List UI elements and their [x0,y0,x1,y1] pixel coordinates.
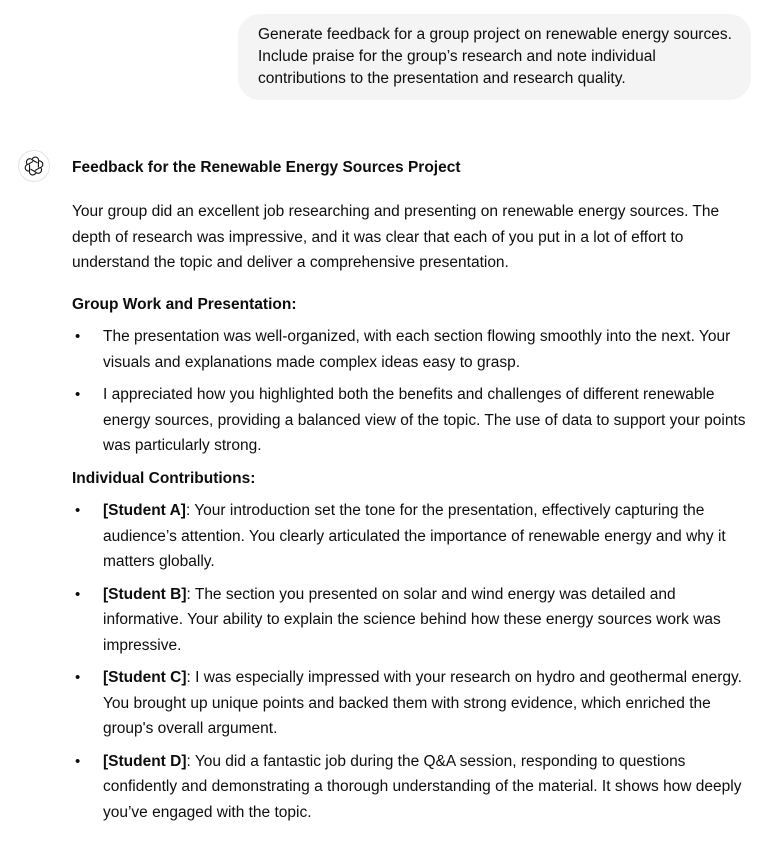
bullet-icon: • [75,502,81,519]
list-item-student-d [72,749,754,826]
list-item [72,382,754,459]
group-feedback-list [72,324,754,459]
student-feedback-text: : You did a fantastic job during the Q&A session, responding to questions confidently and demonstrating a thorough understanding of the material. It shows how deeply you’ve engaged with the topic. [103,752,742,821]
individual-section-heading: Individual Contributions: [72,469,256,487]
list-item-student-c [72,665,754,742]
openai-logo-icon [24,156,44,176]
response-title: Feedback for the Renewable Energy Sources Project [72,159,461,176]
student-name: [Student B] [103,585,187,603]
list-item [72,324,754,375]
student-name: [Student C] [103,669,187,686]
assistant-avatar [18,150,50,182]
assistant-response [72,155,754,832]
bullet-icon: • [75,386,81,403]
group-section-heading: Group Work and Presentation: [72,295,297,313]
student-feedback-text: : Your introduction set the tone for the presentation, effectively capturing the audience’s attention. You clearly articulated the importance of renewable energy and why it matters globally. [103,502,726,570]
student-feedback-text: : The section you presented on solar and wind energy was detailed and informative. Your ability to explain the science behind how these energy sources work was impressive. [103,585,721,654]
response-intro: Your group did an excellent job researching and presenting on renewable energy sources. The depth of research was impressive, and it was clear that each of you put in a lot of effort to understand the topic and deliver a comprehensive presentation. [72,203,720,271]
individual-feedback-list [72,498,754,825]
bullet-icon: • [75,328,81,345]
list-item-student-b [72,582,754,659]
student-feedback-text: : I was especially impressed with your research on hydro and geothermal energy. You brought up unique points and backed them with strong evidence, which enriched the group's overall argument. [103,669,742,737]
bullet-icon: • [75,669,81,686]
bullet-icon: • [75,752,81,770]
user-message-bubble [238,14,751,100]
list-item-text: I appreciated how you highlighted both the benefits and challenges of different renewable energy sources, providing a balanced view of the topic. The use of data to support your points was particularly strong. [103,386,746,454]
bullet-icon: • [75,585,81,603]
list-item-student-a [72,498,754,575]
student-name: [Student A] [103,502,186,519]
user-message-text: Generate feedback for a group project on renewable energy sources. Include praise for the group’s research and note individual contributions to the presentation and research quality. [258,26,732,87]
list-item-text: The presentation was well-organized, with each section flowing smoothly into the next. Your visuals and explanations made complex ideas easy to grasp. [103,328,731,371]
student-name: [Student D] [103,752,187,770]
